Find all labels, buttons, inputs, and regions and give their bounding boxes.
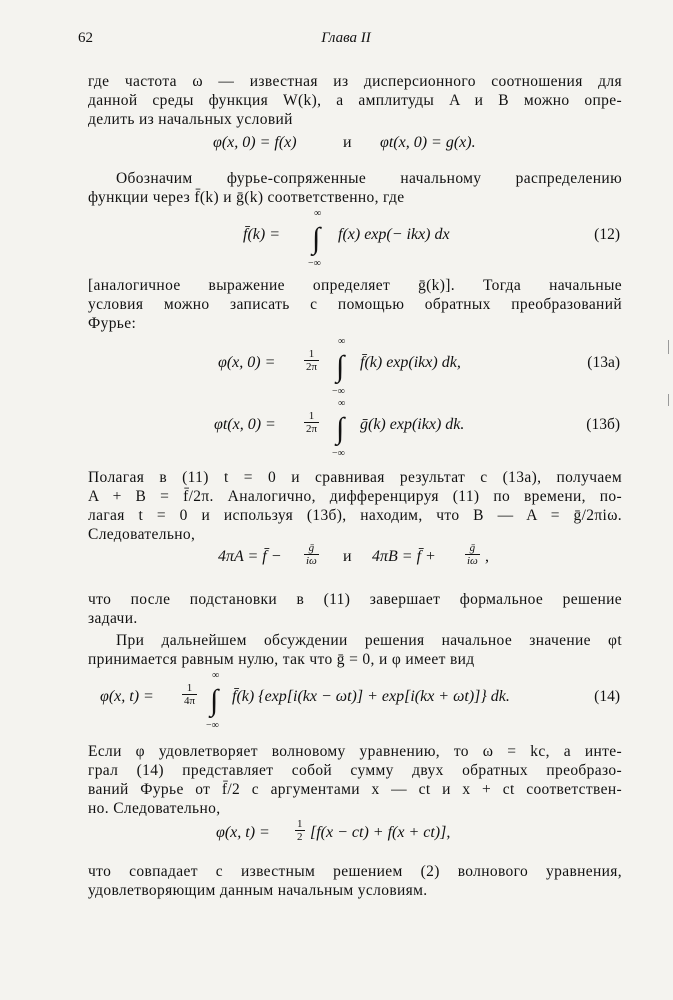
equation-part: φ(x, 0) = f(x) <box>213 134 297 151</box>
equation-tail: , <box>485 548 489 565</box>
text-line: что после подстановки в (11) завершает формальное решение <box>88 591 622 608</box>
equation-integrand: f(x) exp(− ikx) dx <box>338 226 450 243</box>
text-line: Обозначим фурье-сопряженные начальному распределению <box>116 170 622 187</box>
equation-part: φt(x, 0) = g(x). <box>380 134 476 151</box>
fraction <box>304 348 319 373</box>
text-line: условия можно записать с помощью обратных преобразований <box>88 296 622 313</box>
equation-integrand: f̄(k) {exp[i(kx − ωt)] + exp[i(kx + ωt)]} dk. <box>232 688 510 705</box>
scan-margin-mark <box>668 340 669 354</box>
text-line: [аналогичное выражение определяет ḡ(k)]. Тогда начальные <box>88 277 622 294</box>
integral-lower-limit: −∞ <box>206 720 219 731</box>
page-number: 62 <box>78 30 93 46</box>
text-line: Полагая в (11) t = 0 и сравнивая результат с (13а), получаем <box>88 469 622 486</box>
equation-lhs: φ(x, t) = <box>100 688 154 705</box>
text-line: Фурье: <box>88 315 137 332</box>
equation-number: (14) <box>594 688 620 705</box>
text-line: ваний Фурье от f̄/2 с аргументами x — ct и x + ct соответствен- <box>88 781 622 798</box>
integral-symbol: ∫ <box>312 222 321 255</box>
equation-13b <box>88 400 622 460</box>
text-line: что совпадает с известным решением (2) волнового уравнения, <box>88 863 622 880</box>
text-line: но. Следовательно, <box>88 800 221 817</box>
integral-sign <box>332 398 356 459</box>
integral-sign <box>332 336 356 397</box>
fraction-denominator: 2 <box>297 831 303 843</box>
paragraph-5 <box>88 590 622 628</box>
equation-lhs: f̄(k) = <box>243 226 280 243</box>
fraction <box>304 410 319 435</box>
text-line: удовлетворяющим данным начальным условиям. <box>88 882 428 899</box>
text-line: грал (14) представляет собой сумму двух обратных преобразо- <box>88 762 622 779</box>
equation-part: 4πB = f̄ + <box>372 548 436 565</box>
equation-integrand: ḡ(k) exp(ikx) dk. <box>360 416 465 433</box>
integral-upper-limit: ∞ <box>212 670 220 681</box>
fraction-numerator: ḡ <box>465 542 480 555</box>
fraction-numerator: 1 <box>297 818 303 830</box>
fraction-numerator: 1 <box>304 410 319 423</box>
paragraph-8 <box>88 862 622 900</box>
fraction <box>182 682 197 707</box>
equation-lhs: φt(x, 0) = <box>214 416 276 433</box>
equation-14 <box>88 672 622 732</box>
integral-symbol: ∫ <box>336 350 345 383</box>
text-line: A + B = f̄/2π. Аналогично, дифференцируя (11) по времени, по- <box>88 488 622 505</box>
equation-12 <box>88 208 622 274</box>
equation-lhs: φ(x, t) = <box>216 824 270 841</box>
fraction-denominator: 4π <box>184 695 196 707</box>
text-line: Если φ удовлетворяет волновому уравнению, то ω = kc, а инте- <box>88 743 622 760</box>
text-line: Следовательно, <box>88 526 196 543</box>
paragraph-4 <box>88 468 622 544</box>
integral-upper-limit: ∞ <box>314 208 322 219</box>
scan-margin-mark <box>668 394 669 406</box>
fraction-numerator: 1 <box>182 682 197 695</box>
text-line: данной среды функция W(k), а амплитуды A и B можно опре- <box>88 92 622 109</box>
paragraph-7 <box>88 742 622 818</box>
fraction-denominator: iω <box>306 555 317 567</box>
text-line: принимается равным нулю, так что ḡ = 0, и φ имеет вид <box>88 651 475 668</box>
equation-number: (12) <box>594 226 620 243</box>
equation-conjunction: и <box>343 548 352 565</box>
fraction <box>304 542 319 567</box>
equation-conjunction: и <box>343 134 352 151</box>
chapter-title: Глава II <box>321 30 371 46</box>
text-line: делить из начальных условий <box>88 111 293 128</box>
paragraph-2 <box>88 169 622 207</box>
equation-amplitudes <box>88 540 622 576</box>
equation-number: (13а) <box>587 354 620 371</box>
paragraph-6 <box>88 631 622 669</box>
fraction <box>465 542 480 567</box>
integral-symbol: ∫ <box>336 412 345 445</box>
equation-13a <box>88 338 622 398</box>
integral-lower-limit: −∞ <box>308 258 321 269</box>
integral-lower-limit: −∞ <box>332 386 345 397</box>
fraction-numerator: ḡ <box>304 542 319 555</box>
paragraph-1 <box>88 72 622 129</box>
fraction-denominator: 2π <box>306 423 318 435</box>
equation-initial-conditions <box>88 134 622 160</box>
equation-number: (13б) <box>586 416 620 433</box>
text-line: При дальнейшем обсуждении решения начальное значение φt <box>116 632 622 649</box>
integral-sign <box>308 208 332 269</box>
fraction-numerator: 1 <box>304 348 319 361</box>
integral-upper-limit: ∞ <box>338 336 346 347</box>
equation-integrand: f̄(k) exp(ikx) dk, <box>360 354 461 371</box>
fraction <box>295 818 305 843</box>
integral-lower-limit: −∞ <box>332 448 345 459</box>
equation-part: 4πA = f̄ − <box>218 548 282 565</box>
equation-lhs: φ(x, 0) = <box>218 354 276 371</box>
equation-final <box>88 816 622 852</box>
fraction-denominator: iω <box>467 555 478 567</box>
paragraph-3 <box>88 276 622 333</box>
integral-symbol: ∫ <box>210 684 219 717</box>
integral-upper-limit: ∞ <box>338 398 346 409</box>
fraction-denominator: 2π <box>306 361 318 373</box>
text-line: задачи. <box>88 610 138 627</box>
integral-sign <box>206 670 230 731</box>
text-line: где частота ω — известная из дисперсионного соотношения для <box>88 73 622 90</box>
equation-rhs: [f(x − ct) + f(x + ct)], <box>310 824 451 841</box>
page-header <box>76 30 616 54</box>
text-line: функции через f̄(k) и ḡ(k) соответственно, где <box>88 189 405 206</box>
text-line: лагая t = 0 и используя (13б), находим, что B — A = ḡ/2πiω. <box>88 507 622 524</box>
